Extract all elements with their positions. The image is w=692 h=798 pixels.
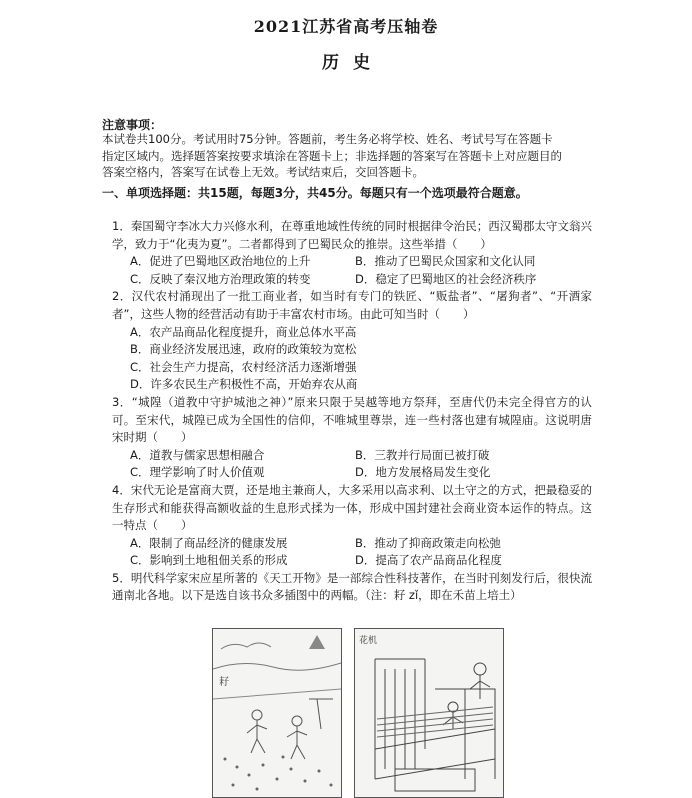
exam-title: 2021江苏省高考压轴卷 <box>253 17 439 36</box>
loom-illustration <box>354 628 504 798</box>
notes-line: 本试卷共100分。考试用时75分钟。答题前，考生务必将学校、姓名、考试号写在答题卡 <box>102 132 553 146</box>
option-b[interactable]: B．推动了巴蜀民众国家和文化认同 <box>355 254 536 269</box>
option-d[interactable]: D．许多农民生产积极性不高，开始弃农从商 <box>130 377 358 392</box>
question-4 <box>112 482 592 570</box>
illustration-caption: 耔 <box>219 677 229 688</box>
subject-title: 历史 <box>322 53 384 73</box>
question-stem: 2．汉代农村涌现出了一批工商业者，如当时有专门的铁匠、“贩盐者”、“屠狗者”、“开酒家者”，这些人物的经营活动有助于丰富农村市场。由此可知当时（ ） <box>112 289 592 321</box>
option-group <box>130 447 592 482</box>
question-1 <box>112 218 592 288</box>
option-a[interactable]: A．农产品商品化程度提升，商业总体水平高 <box>130 324 357 339</box>
question-stem: 3．“城隍（道教中守护城池之神）”原来只限于吴越等地方祭拜，至唐代仍未完全得官方的认可。至宋代，城隍已成为全国性的信仰，不唯城里尊崇，连一些村落也建有城隍庙。这说明唐宋时期（ ） <box>112 394 592 445</box>
option-b[interactable]: B．推动了抑商政策走向松弛 <box>355 535 501 550</box>
option-group <box>130 535 592 570</box>
farming-illustration-drawing <box>213 629 341 797</box>
question-2 <box>112 288 592 394</box>
section-heading: 一、单项选择题：共15题，每题3分，共45分。每题只有一个选项最符合题意。 <box>102 186 528 200</box>
farming-illustration <box>212 628 342 798</box>
question-stem: 5．明代科学家宋应星所著的《天工开物》是一部综合性科技著作，在当时刊刻发行后，很快流通南北各地。以下是选自该书众多插图中的两幅。（注：耔 zǐ，即在禾苗上培土） <box>112 570 592 603</box>
question-stem: 4．宋代无论是富商大贾，还是地主兼商人，大多采用以高求利、以土守之的方式，把最稳妥的生存形式和能获得高额收益的生息形式揉为一体，形成中国封建社会商业资本运作的特点。这一特点（ ） <box>112 482 592 533</box>
option-d[interactable]: D．提高了农产品商品化程度 <box>355 553 502 568</box>
option-d[interactable]: D．地方发展格局发生变化 <box>355 465 491 480</box>
question-5 <box>112 570 592 605</box>
option-b[interactable]: B．商业经济发展迅速，政府的政策较为宽松 <box>130 342 357 357</box>
option-a[interactable]: A．道教与儒家思想相融合 <box>130 447 265 462</box>
option-d[interactable]: D．稳定了巴蜀地区的社会经济秩序 <box>355 271 537 286</box>
question-list <box>112 218 592 605</box>
option-group <box>130 253 592 288</box>
question-3 <box>112 394 592 482</box>
option-c[interactable]: C．反映了秦汉地方治理政策的转变 <box>130 271 311 286</box>
illustrations <box>212 628 502 796</box>
option-a[interactable]: A．限制了商品经济的健康发展 <box>130 535 288 550</box>
option-group <box>130 324 592 394</box>
option-a[interactable]: A．促进了巴蜀地区政治地位的上升 <box>130 254 311 269</box>
option-b[interactable]: B．三教并行局面已被打破 <box>355 447 490 462</box>
option-c[interactable]: C．影响到土地租佃关系的形成 <box>130 553 288 568</box>
loom-illustration-drawing <box>355 629 503 797</box>
notes-heading: 注意事项： <box>102 118 163 132</box>
notes-line: 指定区域内。选择题答案按要求填涂在答题卡上；非选择题的答案写在答题卡上对应题目的 <box>102 148 562 163</box>
notes-line: 答案空格内，答案写在试卷上无效。考试结束后，交回答题卡。 <box>102 165 424 179</box>
option-c[interactable]: C．社会生产力提高，农村经济活力逐渐增强 <box>130 359 357 374</box>
option-c[interactable]: C．理学影响了时人价值观 <box>130 465 265 480</box>
illustration-caption: 花机 <box>359 636 378 646</box>
notes-body <box>102 131 602 181</box>
question-stem: 1．秦国蜀守李冰大力兴修水利，在尊重地域性传统的同时根据律令治民；西汉蜀郡太守文翁兴学，致力于“化夷为夏”。二者都得到了巴蜀民众的推崇。这些举措（ ） <box>112 219 592 251</box>
